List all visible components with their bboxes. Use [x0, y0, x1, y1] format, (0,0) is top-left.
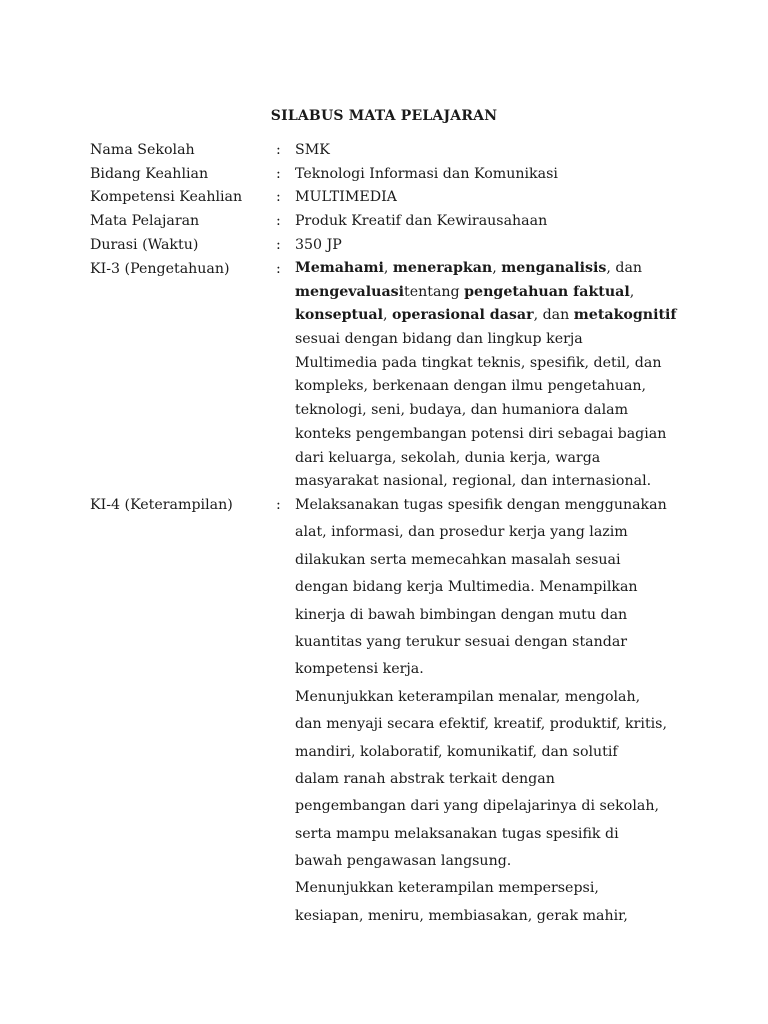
colon: : [276, 497, 281, 513]
bold-term: menganalisis [501, 260, 607, 276]
ki3-line: Memahami, menerapkan, menganalisis, dan [295, 260, 643, 276]
ki3-label: KI-3 (Pengetahuan) [90, 261, 230, 277]
field-label: Kompetensi Keahlian [90, 189, 243, 205]
ki3-line: konseptual, operasional dasar, dan metakognitif [295, 307, 677, 324]
field-label: Bidang Keahlian [90, 166, 209, 182]
field-value: MULTIMEDIA [295, 189, 397, 205]
colon: : [276, 142, 281, 158]
field-label: Mata Pelajaran [90, 213, 200, 229]
bold-term: menerapkan [392, 260, 493, 276]
ki4-line: Melaksanakan tugas spesifik dengan menggunakan [295, 497, 667, 513]
ki3-description [295, 257, 690, 494]
ki4-line: dan menyaji secara efektif, kreatif, produktif, kritis, [295, 716, 667, 733]
bold-term: konseptual [295, 307, 383, 324]
bold-term: operasional dasar [392, 307, 534, 324]
ki3-line: kompleks, berkenaan dengan ilmu pengetahuan, [295, 378, 647, 395]
ki4-line: alat, informasi, dan prosedur kerja yang lazim [295, 524, 628, 541]
document-title: SILABUS MATA PELAJARAN [270, 108, 498, 124]
ki3-line: Multimedia pada tingkat teknis, spesifik, detil, dan [295, 354, 662, 371]
ki4-line: pengembangan dari yang dipelajarinya di sekolah, [295, 798, 659, 815]
ki4-line: serta mampu melaksanakan tugas spesifik di [295, 825, 619, 842]
ki3-line: konteks pengembangan potensi diri sebagai bagian [295, 425, 667, 442]
ki3-line: mengevaluasitentang pengetahuan faktual, [295, 283, 635, 300]
ki4-line: kompetensi kerja. [295, 661, 424, 678]
ki4-line: kesiapan, meniru, membiasakan, gerak mahir, [295, 907, 628, 924]
ki4-line: bawah pengawasan langsung. [295, 853, 512, 870]
colon: : [276, 261, 281, 277]
ki4-line: dilakukan serta memecahkan masalah sesuai [295, 551, 621, 568]
field-value: Teknologi Informasi dan Komunikasi [295, 166, 558, 182]
bold-term: pengetahuan faktual [464, 283, 630, 300]
ki3-line: dari keluarga, sekolah, dunia kerja, warga [295, 449, 601, 466]
ki3-line: teknologi, seni, budaya, dan humaniora dalam [295, 402, 629, 419]
colon: : [276, 237, 281, 253]
ki4-line: Menunjukkan keterampilan menalar, mengolah, [295, 688, 641, 705]
field-value: SMK [295, 142, 330, 158]
ki3-line: masyarakat nasional, regional, dan internasional. [295, 473, 652, 490]
ki4-line: dengan bidang kerja Multimedia. Menampilkan [295, 579, 638, 596]
colon: : [276, 166, 281, 182]
ki4-line: dalam ranah abstrak terkait dengan [295, 770, 555, 787]
field-label: Durasi (Waktu) [90, 237, 199, 253]
ki4-description [295, 492, 690, 930]
ki4-line: kinerja di bawah bimbingan dengan mutu dan [295, 606, 628, 623]
bold-term: Memahami [295, 260, 384, 276]
field-value: 350 JP [295, 237, 342, 253]
field-value: Produk Kreatif dan Kewirausahaan [295, 213, 548, 229]
colon: : [276, 189, 281, 205]
ki4-line: Menunjukkan keterampilan mempersepsi, [295, 880, 599, 897]
colon: : [276, 213, 281, 229]
ki3-line: sesuai dengan bidang dan lingkup kerja [295, 331, 583, 348]
ki4-line: mandiri, kolaboratif, komunikatif, dan solutif [295, 743, 618, 760]
ki4-line: kuantitas yang terukur sesuai dengan standar [295, 633, 628, 650]
bold-term: metakognitif [573, 307, 677, 324]
ki4-label: KI-4 (Keterampilan) [90, 497, 233, 513]
field-label: Nama Sekolah [90, 142, 195, 158]
bold-term: mengevaluasi [295, 283, 405, 300]
